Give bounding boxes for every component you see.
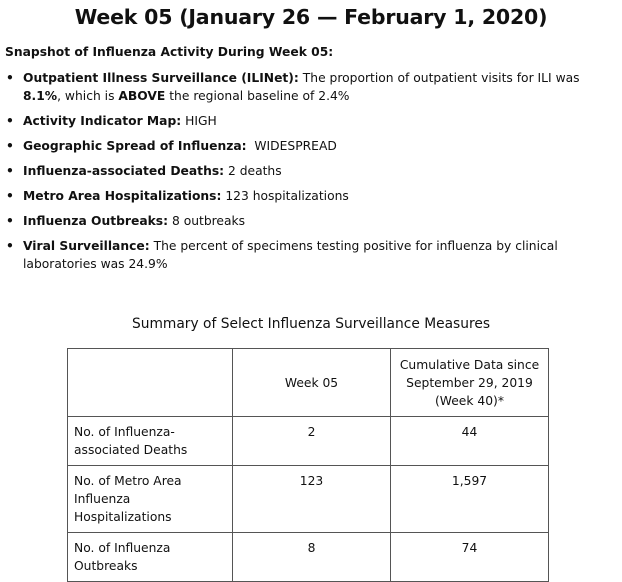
header-cumulative: Cumulative Data since September 29, 2019 (Week 40)* [391,349,549,417]
bullet-text: WIDESPREAD [246,139,337,153]
bullet-deaths [0,162,622,180]
bullet-label: Geographic Spread of Influenza: [23,139,247,153]
page-title: Week 05 (January 26 — February 1, 2020) [74,5,548,29]
bullet-dot: • [6,71,14,85]
row-week-value: 8 [233,533,391,582]
table-row [68,533,549,582]
bullet-viral-surveillance [0,237,622,273]
bullet-label: Influenza Outbreaks: [23,214,169,228]
row-week-value: 2 [233,417,391,466]
bullet-label: Outpatient Illness Surveillance (ILINet): [23,71,299,85]
bullet-outbreaks [0,212,622,230]
table-row [68,466,549,533]
bullet-text: 2 deaths [224,164,282,178]
row-cumulative-value: 44 [391,417,549,466]
bullet-activity-map [0,112,622,130]
bullet-dot: • [6,214,14,228]
header-week: Week 05 [233,349,391,417]
bullet-dot: • [6,164,14,178]
row-week-value: 123 [233,466,391,533]
bullet-text: 8 outbreaks [168,214,246,228]
table-caption: Summary of Select Influenza Surveillance Measures [131,316,491,332]
bullet-text: , which is [57,89,119,103]
bullet-text: The proportion of outpatient visits for ILI was [298,71,580,85]
snapshot-list [0,69,622,280]
table-row [68,417,549,466]
row-label: No. of Metro Area Influenza Hospitalizations [68,466,233,533]
bullet-dot: • [6,189,14,203]
bullet-dot: • [6,114,14,128]
bullet-text: 123 hospitalizations [221,189,349,203]
bullet-label: Metro Area Hospitalizations: [23,189,222,203]
row-cumulative-value: 74 [391,533,549,582]
bullet-geographic-spread [0,137,622,155]
bullet-ilinet [0,69,622,105]
bullet-label: Viral Surveillance: [23,239,150,253]
row-label: No. of Influenza-associated Deaths [68,417,233,466]
ili-value: 8.1% [23,89,58,103]
bullet-text: HIGH [181,114,217,128]
snapshot-heading: Snapshot of Influenza Activity During Week 05: [5,45,334,59]
ili-emphasis: ABOVE [118,89,166,103]
table-header-row [68,349,549,417]
bullet-label: Activity Indicator Map: [23,114,182,128]
bullet-dot: • [6,239,14,253]
header-blank-cell [68,349,233,417]
bullet-dot: • [6,139,14,153]
row-cumulative-value: 1,597 [391,466,549,533]
bullet-hospitalizations [0,187,622,205]
bullet-text: The percent of specimens testing positive for influenza by clinical laboratories was 24.9% [23,239,558,271]
summary-table [67,348,549,582]
bullet-label: Influenza-associated Deaths: [23,164,225,178]
row-label: No. of Influenza Outbreaks [68,533,233,582]
bullet-text: the regional baseline of 2.4% [165,89,350,103]
